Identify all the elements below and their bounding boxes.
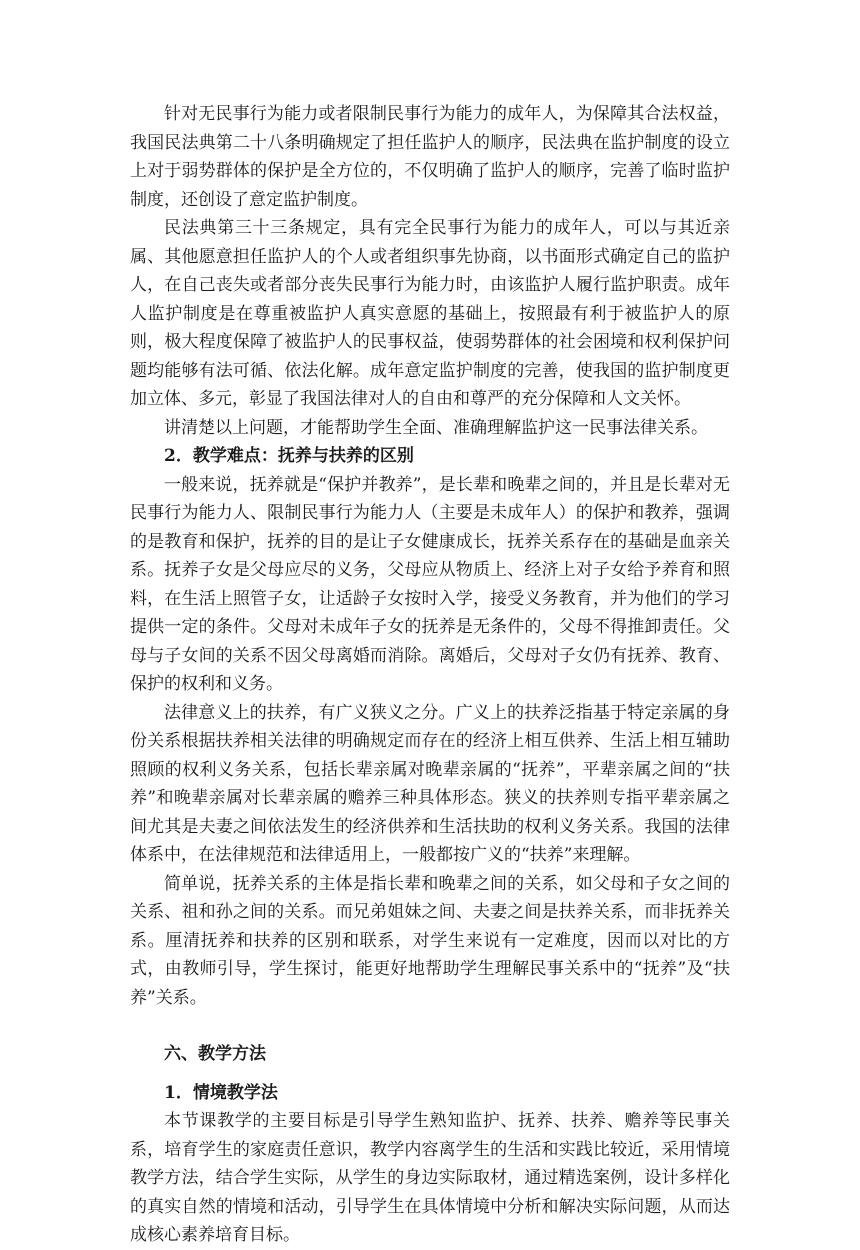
paragraph-legal-support: 法律意义上的扶养，有广义狭义之分。广义上的扶养泛指基于特定亲属的身份关系根据扶养相关法律的明确规定而存在的经济上相互供养、生活上相互辅助照顾的权利义务关系，包括长辈亲属对晚辈亲属的“抚养”，平辈亲属之间的“扶养”和晚辈亲属对长辈亲属的赡养三种具体形态。狭义的扶养则专指平辈亲属之间尤其是夫妻之间依法发生的经济供养和生活扶助的权利义务关系。我国的法律体系中，在法律规范和法律适用上，一般都按广义的“扶养”来理解。 [130, 702, 730, 865]
paragraph-simple-explanation: 简单说，抚养关系的主体是指长辈和晚辈之间的关系，如父母和子女之间的关系、祖和孙之间的关系。而兄弟姐妹之间、夫妻之间是扶养关系，而非抚养关系。厘清抚养和扶养的区别和联系，对学生来说有一定难度，因而以对比的方式，由教师引导，学生探讨，能更好地帮助学生理解民事关系中的“抚养”及“扶养”关系。 [130, 873, 730, 1008]
paragraph-guardianship-order: 针对无民事行为能力或者限制民事行为能力的成年人，为保障其合法权益，我国民法典第二十八条明确规定了担任监护人的顺序，民法典在监护制度的设立上对于弱势群体的保护是全方位的，不仅明确了监护人的顺序，完善了临时监护制度，还创设了意定监护制度。 [130, 104, 730, 210]
paragraph-summary-guardianship: 讲清楚以上问题，才能帮助学生全面、准确理解监护这一民事法律关系。 [164, 417, 708, 438]
paragraph-voluntary-guardianship: 民法典第三十三条规定，具有完全民事行为能力的成年人，可以与其近亲属、其他愿意担任监护人的个人或者组织事先协商，以书面形式确定自己的监护人，在自己丧失或者部分丧失民事行为能力时，由该监护人履行监护职责。成年人监护制度是在尊重被监护人真实意愿的基础上，按照最有利于被监护人的原则，极大程度保障了被监护人的民事权益，使弱势群体的社会困境和权利保护问题均能够有法可循、依法化解。成年意定监护制度的完善，使我国的监护制度更加立体、多元，彰显了我国法律对人的自由和尊严的充分保障和人文关怀。 [130, 218, 730, 409]
document-page [130, 100, 730, 1250]
paragraph-situational-teaching: 本节课教学的主要目标是引导学生熟知监护、抚养、扶养、赡养等民事关系，培育学生的家庭责任意识，教学内容离学生的生活和实践比较近，采用情境教学方法，结合学生实际，从学生的身边实际取材，通过精选案例，设计多样化的真实自然的情境和活动，引导学生在具体情境中分析和解决实际问题，从而达成核心素养培育目标。 [130, 1111, 730, 1245]
subheading-situational-teaching: 1．情境教学法 [164, 1082, 278, 1103]
section-heading-teaching-methods: 六、教学方法 [164, 1044, 266, 1064]
subheading-teaching-difficulty: 2．教学难点：抚养与扶养的区别 [164, 446, 414, 466]
paragraph-fuyang-definition: 一般来说，抚养就是“保护并教养”，是长辈和晚辈之间的，并且是长辈对无民事行为能力人、限制民事行为能力人（主要是未成年人）的保护和教养，强调的是教育和保护，抚养的目的是让子女健康成长，抚养关系存在的基础是血亲关系。抚养子女是父母应尽的义务，父母应从物质上、经济上对子女给予养育和照料，在生活上照管子女，让适龄子女按时入学，接受义务教育，并为他们的学习提供一定的条件。父母对未成年子女的抚养是无条件的，父母不得推卸责任。父母与子女间的关系不因父母离婚而消除。离婚后，父母对子女仍有抚养、教育、保护的权利和义务。 [130, 474, 730, 694]
